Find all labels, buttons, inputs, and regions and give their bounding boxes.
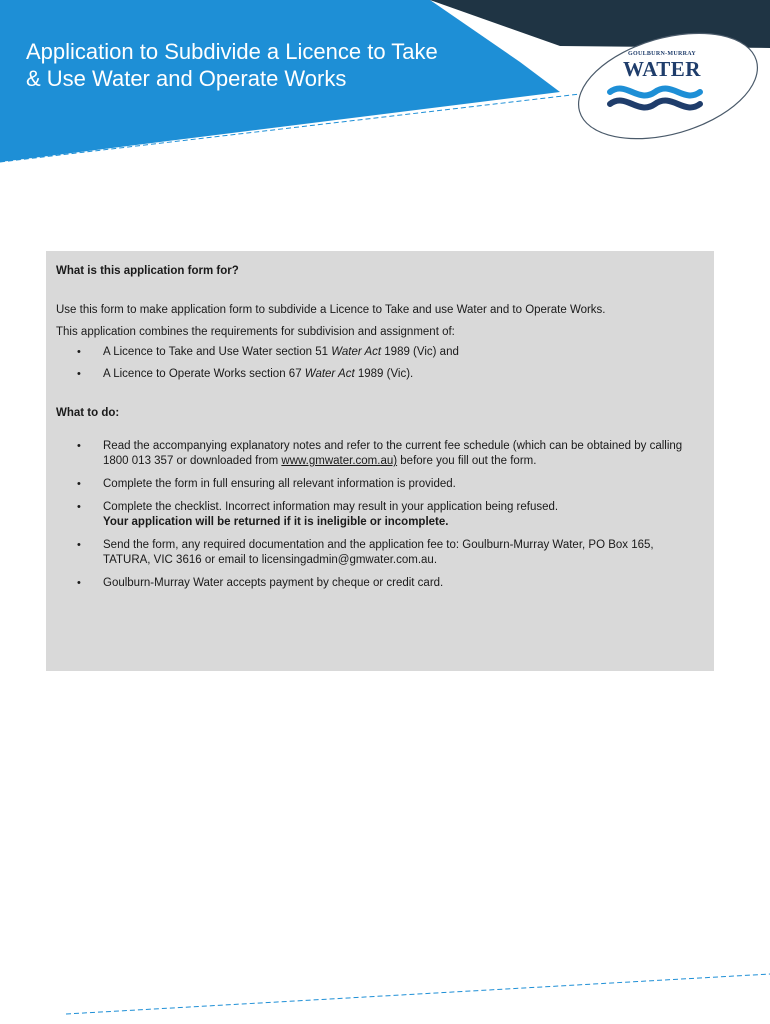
warning-text: Your application will be returned if it is ineligible or incomplete.	[103, 516, 449, 528]
title-line-2: & Use Water and Operate Works	[26, 66, 347, 91]
intro-paragraph: Use this form to make application form to subdivide a Licence to Take and use Water and to Operate Works.	[56, 304, 606, 316]
list-item: • Send the form, any required documentation and the application fee to: Goulburn-Murray Water, PO Box 165, TATURA, VIC 3616 or email to licensingadmin@gmwater.com.au.	[56, 538, 704, 568]
list-item: • Read the accompanying explanatory notes and refer to the current fee schedule (which can be obtained by calling 1800 013 357 or downloaded from www.gmwater.com.au) before you fill out the form.	[56, 439, 704, 469]
list-item: • Complete the form in full ensuring all relevant information is provided.	[56, 477, 704, 492]
list-item: • Complete the checklist. Incorrect information may result in your application being refused. Your application will be returned if it is ineligible or incomplete.	[56, 500, 704, 530]
list-item: • Goulburn-Murray Water accepts payment by cheque or credit card.	[56, 576, 704, 591]
info-box	[46, 251, 714, 671]
title-line-1: Application to Subdivide a Licence to Take	[26, 39, 438, 64]
combines-paragraph: This application combines the requirements for subdivision and assignment of:	[56, 326, 455, 338]
section-heading-purpose: What is this application form for?	[56, 265, 239, 277]
list-item: • A Licence to Operate Works section 67 Water Act 1989 (Vic).	[56, 367, 704, 382]
logo-main-text: WATER	[623, 57, 701, 81]
footer-dashed-line	[0, 960, 770, 1024]
logo-top-text: GOULBURN-MURRAY	[628, 51, 696, 57]
website-link[interactable]: www.gmwater.com.au)	[281, 455, 398, 467]
todo-list	[56, 439, 704, 591]
list-item: • A Licence to Take and Use Water section 51 Water Act 1989 (Vic) and	[56, 345, 704, 360]
licence-list	[56, 345, 704, 382]
section-heading-todo: What to do:	[56, 407, 120, 419]
page-title	[26, 38, 438, 92]
